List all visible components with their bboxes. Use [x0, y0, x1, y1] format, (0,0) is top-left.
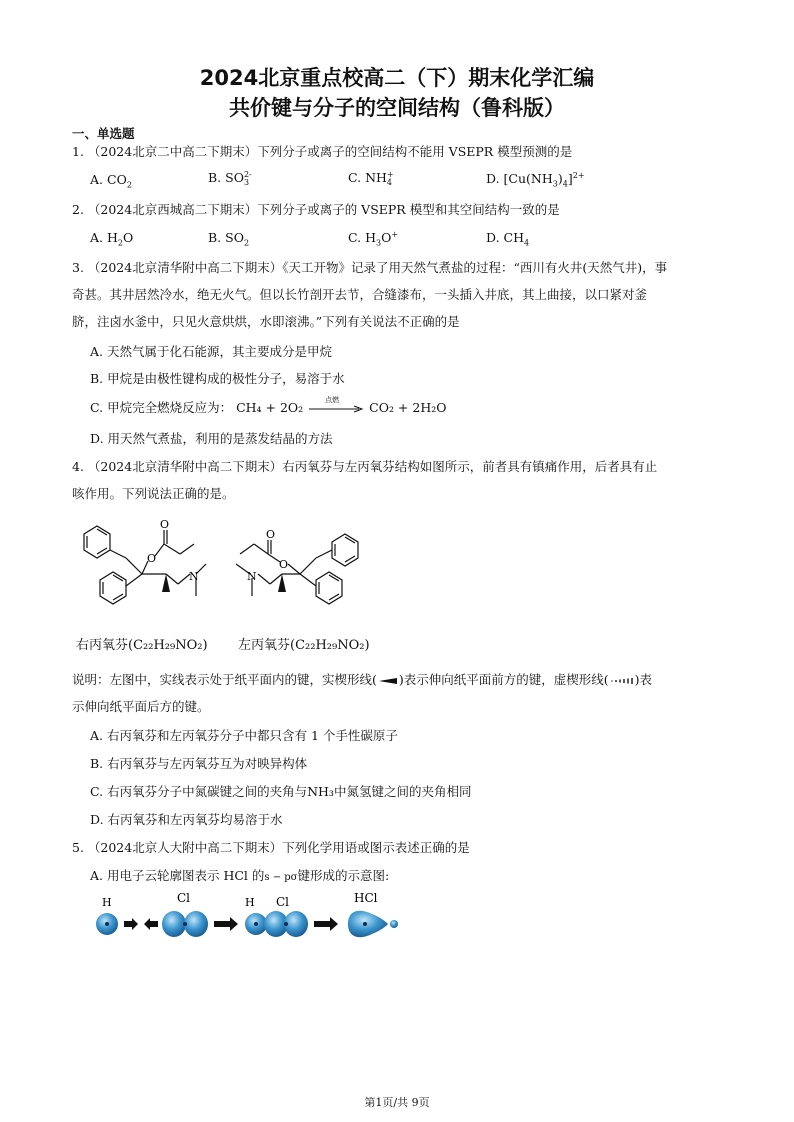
atom-n-1: N	[189, 570, 199, 583]
q5-stem: 5. （2024北京人大附中高二下期末）下列化学用语或图示表述正确的是	[72, 840, 470, 855]
benzene-ring-4	[316, 572, 342, 604]
q5-option-a: A. 用电子云轮廓图表示 HCl 的s − pσ键形成的示意图:	[90, 868, 390, 883]
right-propoxyphene-label: 右丙氧芬(C₂₂H₂₉NO₂)	[76, 638, 208, 653]
atom-o-ester-2: O	[279, 558, 289, 571]
benzene-ring-2	[100, 572, 126, 604]
left-propoxyphene-label: 左丙氧芬(C₂₂H₂₉NO₂)	[238, 638, 370, 653]
q4-option-c: C. 右丙氧芬分子中氮碳键之间的夹角与NH₃中氮氢键之间的夹角相同	[90, 784, 472, 799]
q4-option-a: A. 右丙氧芬和左丙氧芬分子中都只含有 1 个手性碳原子	[90, 728, 398, 743]
cl-p-orbital-right-lobe	[184, 911, 208, 937]
q1-option-d: D. $[Cu(NH_3)_4]^{2+}$	[486, 171, 585, 189]
q3-option-d: D. 用天然气煮盐，利用的是蒸发结晶的方法	[90, 431, 333, 446]
label-h-2: H	[245, 896, 255, 909]
q3-option-c: C. 甲烷完全燃烧反应为： CH₄ + 2O₂ 点燃 CO₂ + 2H₂O	[90, 395, 447, 415]
hashed-wedge-icon	[609, 677, 635, 685]
benzene-ring-1	[84, 526, 110, 558]
atom-o-carbonyl-2: O	[266, 528, 276, 541]
q3-stem-line1: 3. （2024北京清华附中高二下期末）《天工开物》记录了用天然气煮盐的过程：“西川有火井(天然气井)，事	[72, 260, 668, 275]
reaction-arrow	[307, 395, 365, 415]
q4-note-line1: 说明：左图中，实线表示处于纸平面内的键，实楔形线( )表示伸向纸平面前方的键，虚楔形线( )表	[72, 672, 653, 687]
combustion-equation-left: CH₄ + 2O₂	[236, 400, 304, 415]
section-heading: 一、单选题	[72, 126, 135, 141]
arrow-left-icon	[144, 918, 158, 930]
q2-option-c: C. $H_3O^+$	[348, 230, 399, 248]
q3-option-a: A. 天然气属于化石能源，其主要成分是甲烷	[90, 344, 332, 359]
q3-stem-line2: 奇甚。其井居然冷水，绝无火气。但以长竹剖开去节，合缝漆布，一头插入井底，其上曲接，以口紧对釜	[72, 287, 648, 302]
arrow-right-icon-3	[314, 917, 338, 931]
propoxyphene-structures	[70, 516, 390, 628]
q2-option-a: A. $H_2O$	[90, 230, 134, 248]
q2-stem: 2. （2024北京西城高二下期末）下列分子或离子的 VSEPR 模型和其空间结构一致的是	[72, 202, 560, 217]
q1-stem: 1. （2024北京二中高二下期末）下列分子或离子的空间结构不能用 VSEPR 模型预测的是	[72, 144, 573, 159]
atom-o-carbonyl-1: O	[160, 518, 170, 531]
benzene-ring-3	[332, 534, 358, 566]
q3-option-b: B. 甲烷是由极性键构成的极性分子，易溶于水	[90, 371, 345, 386]
q2-option-d: D. $CH_4$	[486, 230, 530, 248]
q4-stem-line1: 4. （2024北京清华附中高二下期末）右丙氧芬与左丙氧芬结构如图所示，前者具有镇痛作用，后者具有止	[72, 459, 658, 474]
q3-stem-line3: 脐，注卤水釜中，只见火意烘烘，水即滚沸。”下列有关说法不正确的是	[72, 314, 460, 329]
arrow-right-icon	[124, 918, 138, 930]
q1-option-b: B. SO 2- 3	[208, 169, 252, 187]
hcl-sigma-bond-orbital	[348, 911, 388, 937]
q4-option-b: B. 右丙氧芬与左丙氧芬互为对映异构体	[90, 756, 308, 771]
label-hcl: HCl	[354, 891, 378, 905]
atom-o-ester-1: O	[147, 552, 157, 565]
reaction-condition: 点燃	[325, 395, 340, 404]
combustion-equation-right: CO₂ + 2H₂O	[369, 400, 447, 415]
atom-n-2: N	[247, 570, 257, 583]
solid-wedge-icon	[377, 677, 399, 685]
label-cl: Cl	[177, 891, 191, 905]
label-cl-2: Cl	[276, 895, 290, 909]
cl-p-orbital-left-lobe	[162, 911, 186, 937]
q4-note-line2: 示伸向纸平面后方的键。	[72, 699, 210, 714]
hcl-orbital-diagram	[90, 890, 410, 946]
q1-option-c: C. NH + 4	[348, 169, 394, 187]
arrow-right-icon-2	[214, 917, 238, 931]
label-h: H	[102, 896, 112, 909]
page-title-line1: 2024北京重点校高二（下）期末化学汇编	[199, 66, 595, 90]
q4-stem-line2: 咳作用。下列说法正确的是。	[72, 486, 235, 501]
page-title-line2: 共价键与分子的空间结构（鲁科版）	[229, 96, 565, 120]
q1-option-a: A. $CO_2$	[90, 172, 132, 190]
q2-option-b: B. $SO_2$	[208, 230, 250, 248]
q4-option-d: D. 右丙氧芬和左丙氧芬均易溶于水	[90, 812, 283, 827]
page-footer: 第1页/共 9页	[364, 1096, 430, 1109]
